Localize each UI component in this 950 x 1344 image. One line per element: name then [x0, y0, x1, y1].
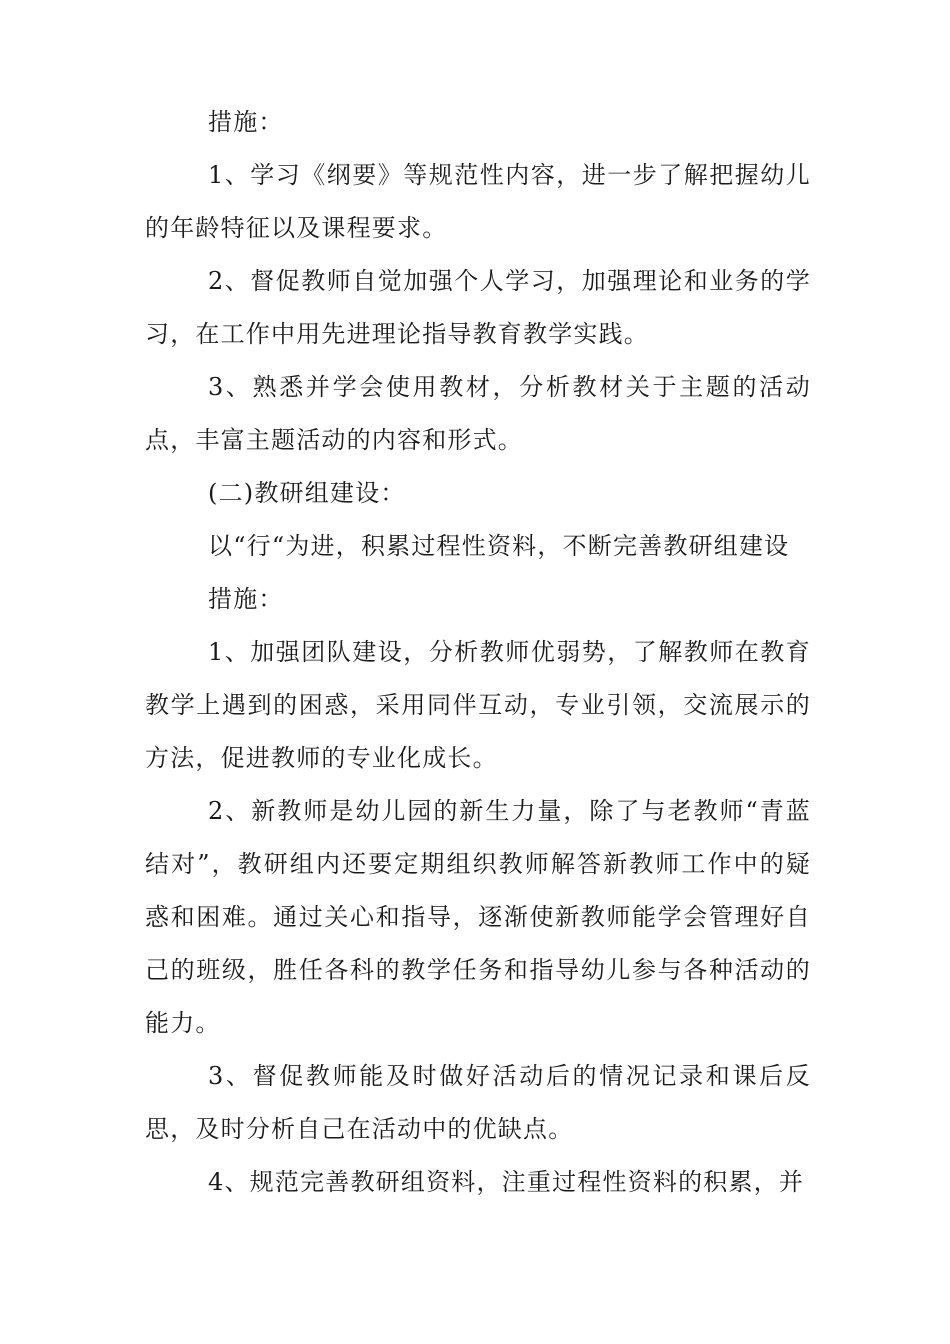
paragraph-measure-1: 1、学习《纲要》等规范性内容，进一步了解把握幼儿的年龄特征以及课程要求。: [145, 161, 811, 242]
section-heading-teaching-research: (二)教研组建设：: [208, 479, 406, 507]
paragraph-team-measure-2: 2、新教师是幼儿园的新生力量，除了与老教师“青蓝结对”，教研组内还要定期组织教师解答新教师工作中的疑惑和困难。通过关心和指导，逐渐使新教师能学会管理好自己的班级，胜任各科的教学任务和指导幼儿参与各种活动的能力。: [145, 797, 811, 1037]
paragraph-team-measure-3: 3、督促教师能及时做好活动后的情况记录和课后反思，及时分析自己在活动中的优缺点。: [145, 1062, 811, 1143]
paragraph-measures-heading-2: 措施：: [208, 585, 284, 613]
paragraph-team-measure-4: 4、规范完善教研组资料，注重过程性资料的积累，并: [208, 1168, 805, 1196]
paragraph-measure-3: 3、熟悉并学会使用教材，分析教材关于主题的活动点，丰富主题活动的内容和形式。: [145, 373, 811, 454]
paragraph-measures-heading: 措施：: [208, 108, 284, 136]
paragraph-measure-2: 2、督促教师自觉加强个人学习，加强理论和业务的学习，在工作中用先进理论指导教育教学实践。: [145, 267, 811, 348]
paragraph-team-measure-1: 1、加强团队建设，分析教师优弱势，了解教师在教育教学上遇到的困惑，采用同伴互动，专业引领，交流展示的方法，促进教师的专业化成长。: [145, 638, 811, 772]
document-page: [145, 96, 811, 1209]
paragraph-section-goal: 以“行“为进，积累过程性资料，不断完善教研组建设: [208, 532, 790, 560]
